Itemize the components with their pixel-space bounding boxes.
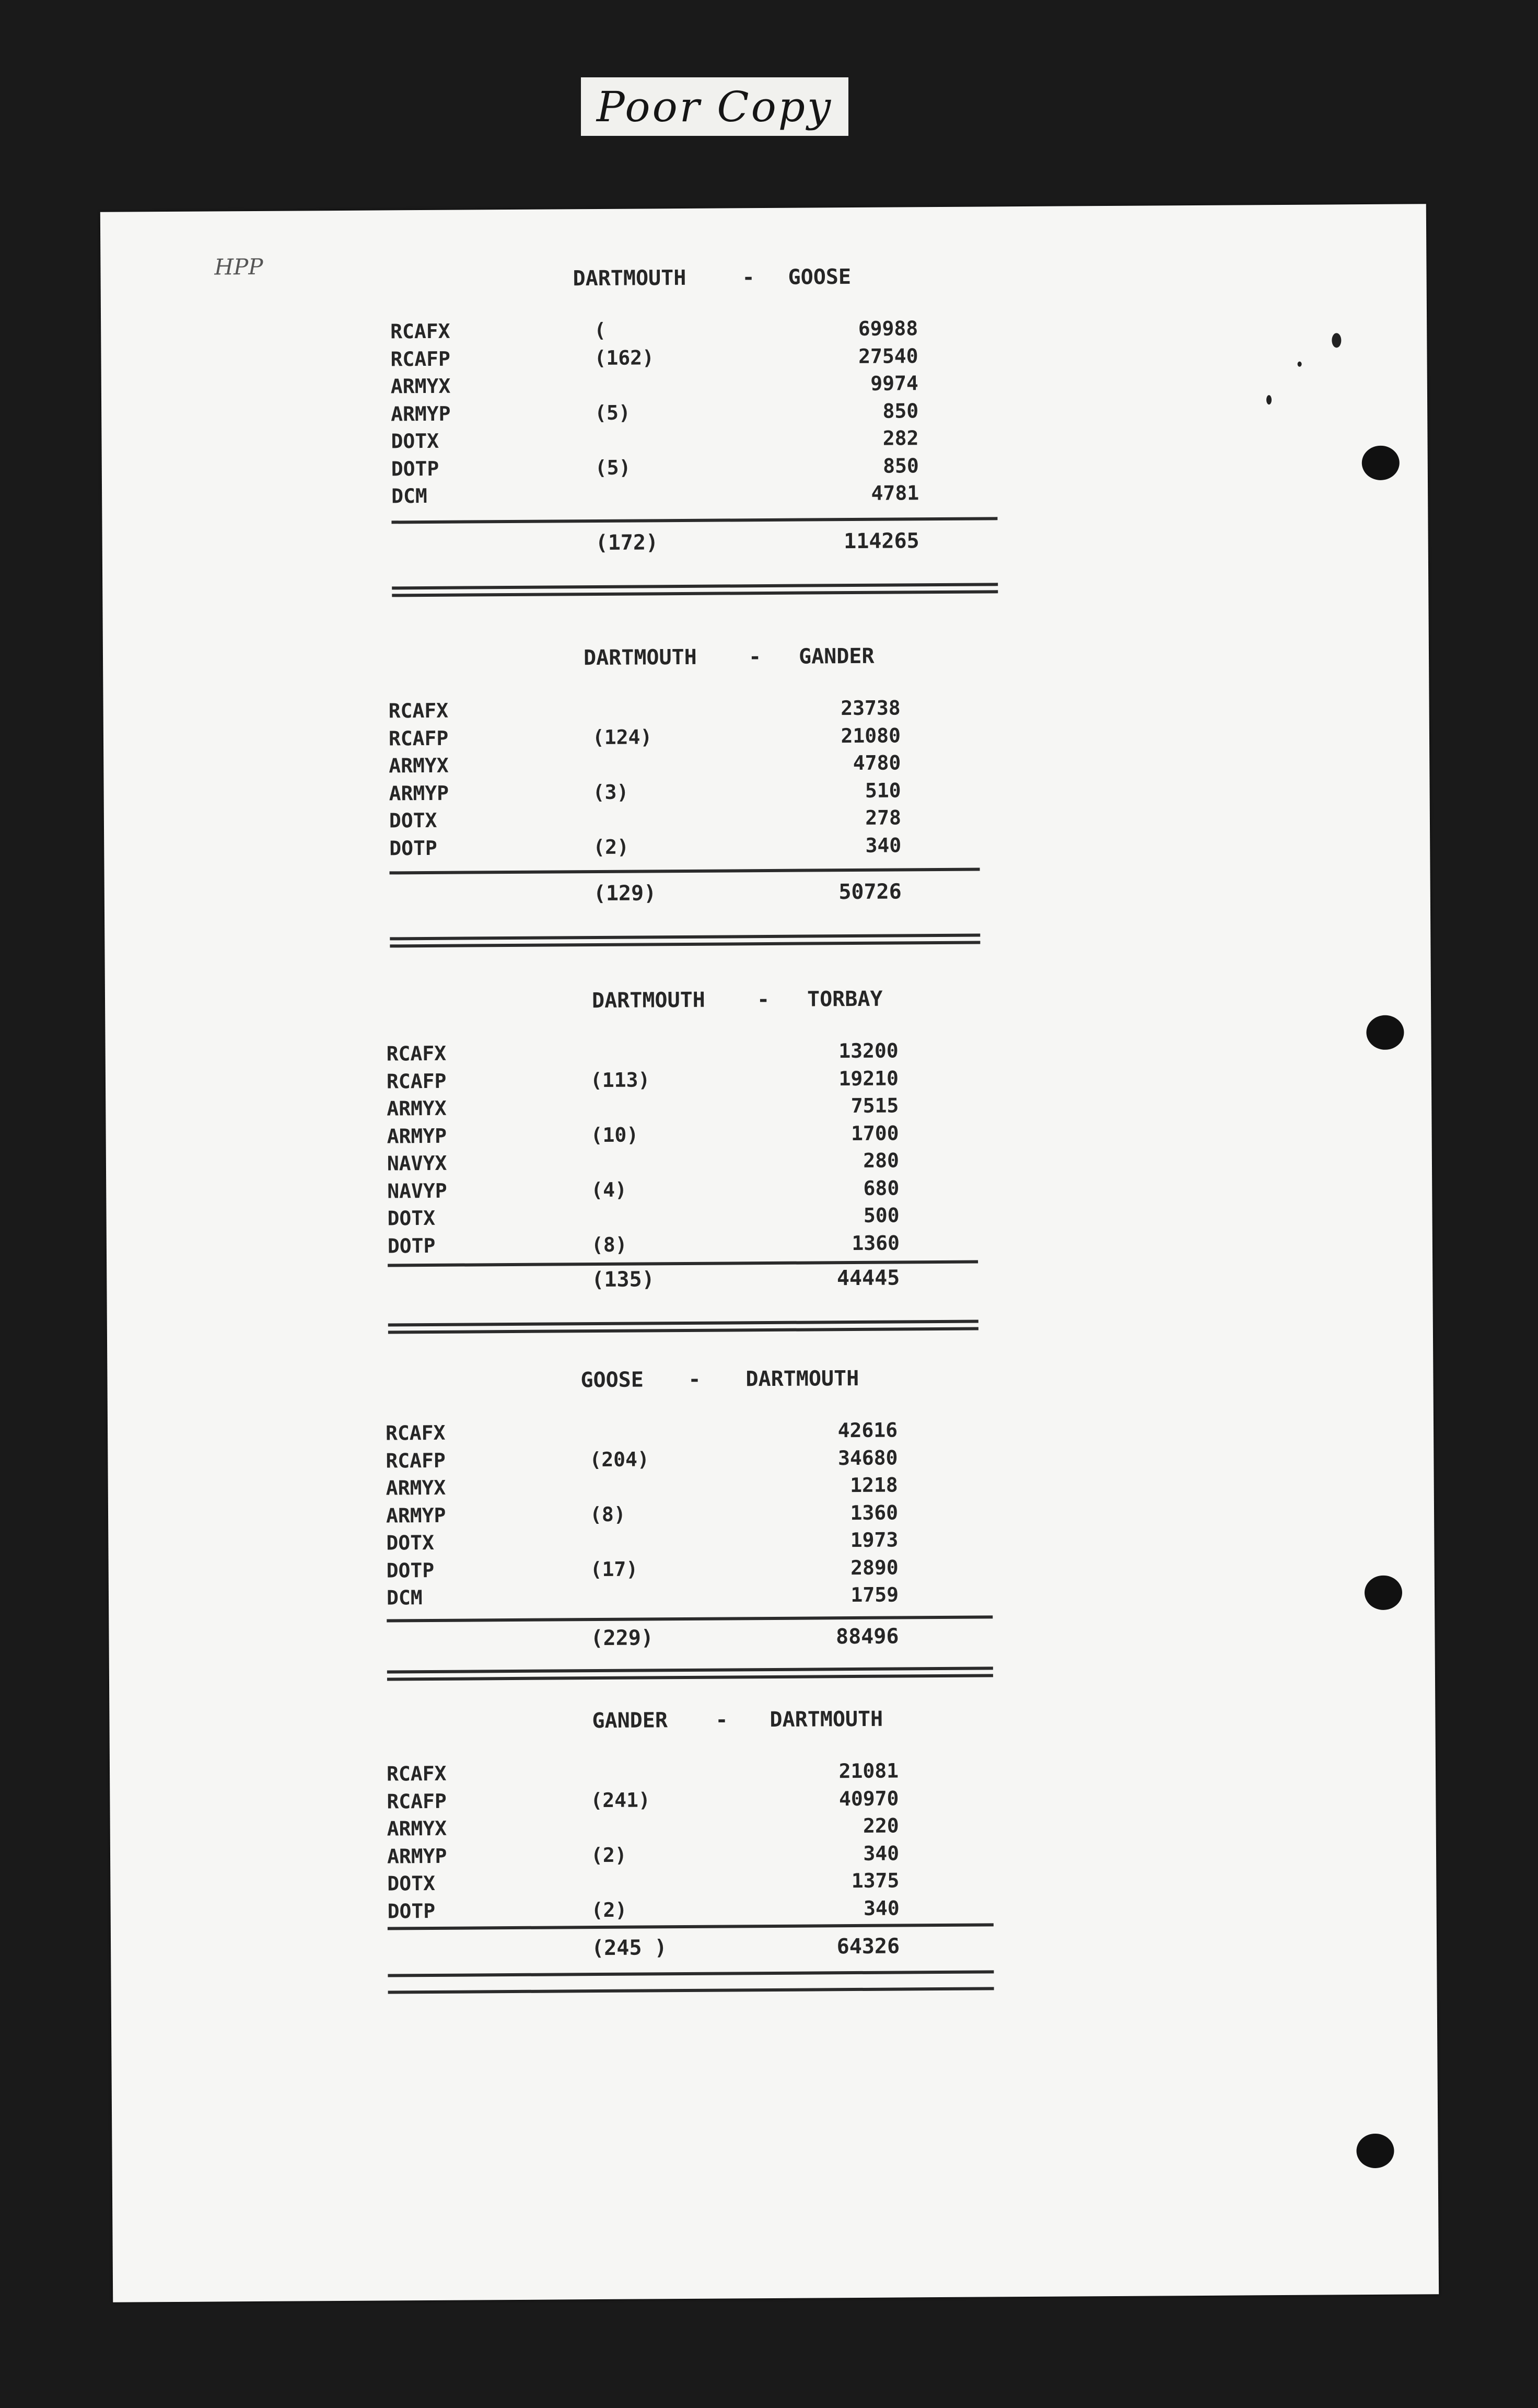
table-row bbox=[391, 426, 997, 457]
section-heading bbox=[385, 1365, 991, 1396]
row-code: DOTX bbox=[389, 808, 437, 832]
row-code: RCAFX bbox=[386, 1041, 447, 1066]
table-row bbox=[389, 750, 995, 782]
row-code: RCAFX bbox=[388, 699, 449, 723]
row-value: 510 bbox=[865, 778, 901, 802]
row-code: DOTP bbox=[389, 836, 437, 860]
row-code: ARMYX bbox=[390, 374, 451, 398]
row-value: 1700 bbox=[850, 1121, 899, 1145]
total-rule bbox=[390, 868, 980, 875]
table-row bbox=[387, 1582, 993, 1614]
table-row bbox=[387, 1786, 993, 1817]
punch-hole-icon bbox=[1356, 2134, 1394, 2168]
double-rule bbox=[388, 1970, 994, 1994]
table-row bbox=[391, 481, 997, 512]
row-value: 1375 bbox=[851, 1869, 900, 1893]
row-value: 13200 bbox=[838, 1039, 899, 1063]
row-value: 1360 bbox=[850, 1501, 899, 1524]
table-row bbox=[390, 316, 996, 348]
table-row bbox=[387, 1176, 993, 1207]
separator: - bbox=[748, 645, 762, 669]
route-section bbox=[386, 986, 994, 1338]
row-value: 220 bbox=[863, 1814, 899, 1837]
row-count: (8) bbox=[591, 1233, 627, 1256]
total-value: 88496 bbox=[835, 1624, 899, 1649]
row-code: RCAFP bbox=[387, 1789, 447, 1813]
row-value: 1973 bbox=[850, 1528, 899, 1552]
double-rule bbox=[390, 934, 980, 948]
table-row bbox=[387, 1868, 993, 1900]
total-count: (135) bbox=[591, 1267, 655, 1292]
row-value: 850 bbox=[883, 454, 919, 478]
row-value: 340 bbox=[863, 1842, 900, 1865]
table-row bbox=[389, 805, 995, 837]
route-section bbox=[386, 1706, 994, 1998]
row-value: 23738 bbox=[841, 696, 901, 720]
destination: DARTMOUTH bbox=[770, 1707, 883, 1732]
table-row bbox=[387, 1813, 993, 1845]
row-count: (5) bbox=[595, 401, 631, 424]
row-value: 7515 bbox=[850, 1094, 899, 1118]
route-section bbox=[385, 1365, 993, 1685]
row-count: (113) bbox=[590, 1068, 650, 1092]
row-code: ARMYP bbox=[389, 781, 449, 805]
row-code: DOTX bbox=[387, 1871, 436, 1895]
row-code: DOTP bbox=[386, 1558, 435, 1582]
document-page bbox=[100, 204, 1439, 2302]
total-count: (129) bbox=[593, 881, 657, 906]
table-row bbox=[391, 371, 997, 402]
table-row bbox=[387, 1555, 993, 1587]
origin: DARTMOUTH bbox=[583, 645, 697, 670]
row-code: DOTP bbox=[391, 457, 439, 480]
row-count: (17) bbox=[590, 1557, 638, 1581]
row-value: 4781 bbox=[871, 481, 919, 505]
origin: DARTMOUTH bbox=[573, 265, 686, 291]
section-heading bbox=[386, 1706, 992, 1737]
row-value: 9974 bbox=[870, 372, 918, 395]
row-code: DOTX bbox=[387, 1206, 436, 1230]
table-row bbox=[387, 1121, 993, 1152]
row-code: ARMYP bbox=[391, 402, 451, 425]
total-row bbox=[388, 1265, 994, 1299]
separator: - bbox=[688, 1367, 701, 1392]
table-row bbox=[389, 696, 995, 727]
section-heading bbox=[390, 264, 996, 295]
row-count: (124) bbox=[592, 725, 653, 749]
row-count: (2) bbox=[590, 1843, 627, 1867]
destination: DARTMOUTH bbox=[745, 1366, 859, 1392]
table-row bbox=[386, 1418, 992, 1449]
row-code: DOTX bbox=[386, 1531, 435, 1555]
double-rule bbox=[388, 1320, 978, 1334]
table-row bbox=[386, 1473, 992, 1504]
table-row bbox=[388, 1231, 994, 1262]
table-row bbox=[390, 344, 996, 375]
table-row bbox=[387, 1066, 993, 1097]
row-code: ARMYX bbox=[389, 754, 449, 778]
row-count: (162) bbox=[594, 345, 655, 369]
row-code: RCAFP bbox=[386, 1069, 447, 1093]
total-rule bbox=[387, 1615, 993, 1622]
separator: - bbox=[756, 987, 770, 1012]
row-code: NAVYX bbox=[387, 1151, 447, 1175]
row-code: DOTP bbox=[387, 1234, 436, 1257]
row-value: 278 bbox=[865, 806, 902, 829]
row-value: 4780 bbox=[853, 751, 901, 775]
punch-hole-icon bbox=[1362, 446, 1400, 480]
row-count: (2) bbox=[593, 835, 630, 859]
total-row bbox=[388, 1934, 994, 1967]
row-count: (4) bbox=[591, 1178, 627, 1201]
row-value: 340 bbox=[863, 1896, 900, 1920]
row-code: ARMYP bbox=[386, 1503, 446, 1527]
row-code: RCAFP bbox=[386, 1449, 446, 1472]
separator: - bbox=[715, 1708, 728, 1732]
total-rule bbox=[391, 517, 997, 524]
route-section bbox=[390, 264, 998, 601]
total-count: (172) bbox=[595, 530, 659, 555]
poor-copy-label: Poor Copy bbox=[581, 77, 848, 136]
total-value: 114265 bbox=[844, 528, 919, 553]
table-row bbox=[387, 1038, 993, 1070]
row-code: RCAFX bbox=[386, 1762, 447, 1786]
row-value: 42616 bbox=[837, 1418, 898, 1442]
row-code: DCM bbox=[391, 484, 427, 508]
row-value: 40970 bbox=[838, 1787, 899, 1810]
row-value: 1360 bbox=[852, 1231, 900, 1255]
row-code: ARMYP bbox=[387, 1844, 447, 1868]
speck bbox=[1266, 395, 1272, 404]
table-row bbox=[389, 778, 995, 809]
row-value: 27540 bbox=[858, 344, 918, 368]
row-value: 19210 bbox=[838, 1066, 899, 1090]
row-code: ARMYX bbox=[387, 1816, 447, 1840]
destination: TORBAY bbox=[807, 987, 883, 1012]
row-value: 21080 bbox=[841, 723, 901, 747]
row-code: RCAFX bbox=[385, 1421, 446, 1445]
row-code: RCAFP bbox=[388, 726, 449, 750]
row-code: DOTX bbox=[391, 429, 439, 453]
table-row bbox=[386, 1500, 992, 1532]
origin: GOOSE bbox=[580, 1368, 644, 1393]
speck bbox=[1332, 333, 1341, 348]
table-row bbox=[387, 1148, 993, 1179]
total-row bbox=[392, 528, 998, 562]
row-code: DCM bbox=[386, 1586, 423, 1610]
row-value: 280 bbox=[863, 1149, 900, 1172]
row-count: (8) bbox=[589, 1502, 626, 1526]
row-code: RCAFP bbox=[390, 347, 451, 371]
table-row bbox=[387, 1093, 993, 1125]
table-row bbox=[386, 1445, 992, 1477]
section-heading bbox=[386, 986, 992, 1017]
row-value: 21081 bbox=[838, 1759, 899, 1783]
row-code: DOTP bbox=[387, 1899, 436, 1923]
row-value: 1759 bbox=[850, 1583, 899, 1607]
separator: - bbox=[742, 265, 755, 290]
table-row bbox=[388, 1896, 994, 1927]
origin: DARTMOUTH bbox=[591, 988, 705, 1013]
table-row bbox=[387, 1841, 993, 1872]
row-count: ( bbox=[594, 318, 607, 342]
row-value: 680 bbox=[863, 1176, 900, 1200]
row-value: 69988 bbox=[858, 317, 918, 340]
row-value: 34680 bbox=[837, 1446, 898, 1469]
total-value: 50726 bbox=[838, 879, 902, 905]
row-code: NAVYP bbox=[387, 1179, 447, 1202]
speck bbox=[1298, 362, 1302, 367]
punch-hole-icon bbox=[1365, 1576, 1402, 1610]
row-code: ARMYX bbox=[387, 1096, 447, 1120]
table-row bbox=[386, 1527, 992, 1559]
row-value: 1218 bbox=[850, 1473, 898, 1497]
double-rule bbox=[387, 1666, 993, 1681]
total-count: (245 ) bbox=[591, 1936, 667, 1961]
total-row bbox=[390, 879, 996, 913]
table-row bbox=[391, 399, 997, 430]
destination: GOOSE bbox=[788, 265, 852, 290]
total-value: 44445 bbox=[836, 1266, 900, 1291]
table-row bbox=[389, 833, 995, 864]
destination: GANDER bbox=[798, 644, 875, 669]
row-count: (2) bbox=[591, 1898, 627, 1921]
row-count: (10) bbox=[590, 1123, 639, 1147]
row-value: 850 bbox=[882, 399, 919, 423]
total-count: (229) bbox=[590, 1625, 654, 1650]
row-code: ARMYP bbox=[387, 1124, 447, 1148]
route-section bbox=[388, 643, 996, 952]
row-code: RCAFX bbox=[390, 319, 450, 343]
row-count: (5) bbox=[595, 456, 631, 479]
punch-hole-icon bbox=[1366, 1015, 1404, 1050]
row-value: 2890 bbox=[850, 1556, 899, 1579]
table-row bbox=[391, 454, 997, 485]
row-count: (241) bbox=[590, 1788, 650, 1812]
row-code: ARMYX bbox=[386, 1476, 446, 1500]
row-value: 500 bbox=[863, 1203, 900, 1227]
margin-note: HPP bbox=[214, 253, 263, 280]
row-count: (204) bbox=[589, 1447, 649, 1471]
total-value: 64326 bbox=[836, 1934, 900, 1959]
table-row bbox=[387, 1758, 993, 1790]
double-rule bbox=[392, 583, 998, 597]
table-row bbox=[387, 1203, 993, 1234]
row-value: 282 bbox=[882, 426, 919, 450]
origin: GANDER bbox=[592, 1708, 668, 1733]
section-heading bbox=[388, 643, 994, 674]
total-row bbox=[387, 1624, 993, 1658]
row-value: 340 bbox=[865, 833, 902, 857]
row-count: (3) bbox=[592, 780, 629, 804]
table-row bbox=[389, 723, 995, 755]
